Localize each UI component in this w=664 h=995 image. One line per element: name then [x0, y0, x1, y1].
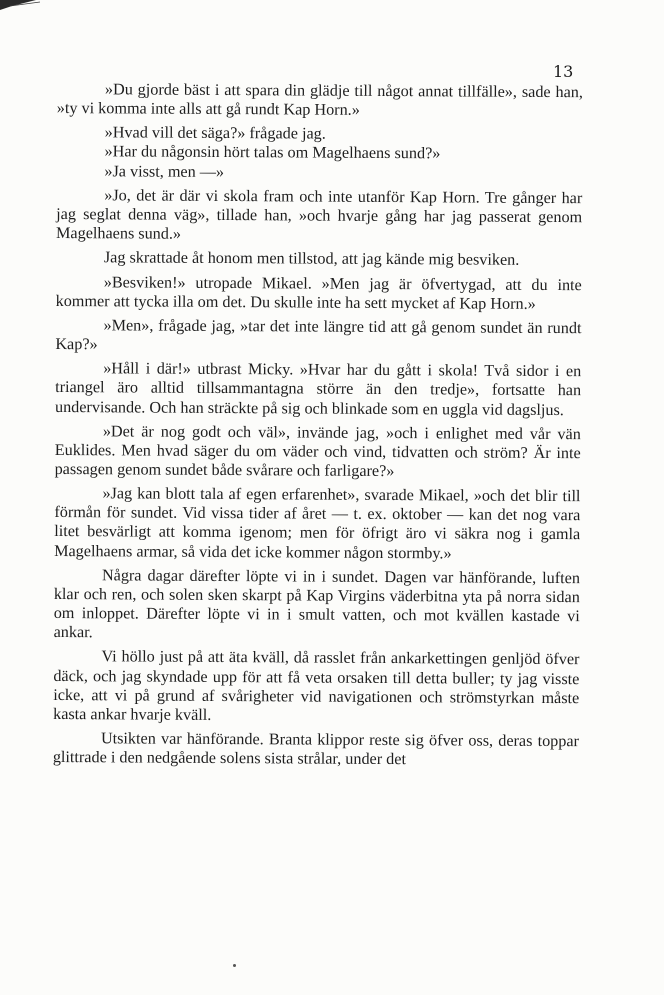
paragraph-12: Några dagar därefter löpte vi in i sundet. Dagen var hänförande, luften klar och ren, och solen sken skarpt på Kap Virgins väderbitna yta på norra sidan om inloppet. Därefter löpte vi in i smult vatten, och mot kvällen kastade vi ankar. — [53, 566, 581, 642]
paragraph-5: »Jo, det är där vi skola fram och inte utanför Kap Horn. Tre gånger har jag seglat denna väg», tillade han, »och hvarje gång har jag passerat genom Magelhaens sund.» — [56, 186, 583, 243]
footer-speck — [233, 964, 236, 967]
paragraph-11: »Jag kan blott tala af egen erfarenhet», svarade Mikael, »och det blir till förmån för sundet. Vid vissa tider af året — t. ex. oktober — kan det nog vara litet besvärligt att komma igenom; men för öfrigt äro vi säkra nog i gamla Magelhaens armar, så vida det icke kommer någon stormby.» — [54, 484, 581, 562]
paragraph-2: »Hvad vill det säga?» frågade jag. — [104, 123, 326, 144]
paragraph-1: »Du gjorde bäst i att spara din glädje till något annat tillfälle», sade han, »ty vi komma inte alls att gå rundt Kap Horn.» — [56, 80, 583, 119]
paragraph-4: »Ja visst, men —» — [104, 161, 225, 181]
paragraph-8: »Men», frågade jag, »tar det inte längre tid att gå genom sundet än rundt Kap?» — [55, 316, 582, 354]
paragraph-13: Vi höllo just på att äta kväll, då rasslet från ankarkettingen genljöd öfver däck, och jag skyndade upp för att få veta orsaken till detta buller; ty jag visste icke, att vi på grund af svårigheter vid navigationen och strömstyrkan måste kasta ankar hvarje kväll. — [53, 647, 580, 724]
scan-corner-mark — [0, 0, 60, 14]
page-number: 13 — [553, 62, 574, 81]
paragraph-14: Utsikten var hänförande. Branta klippor reste sig öfver oss, deras toppar glittrade i den nedgående solens sista strålar, under det — [52, 729, 580, 769]
paragraph-9: »Håll i där!» utbrast Micky. »Hvar har du gått i skola! Två sidor i en triangel äro alltid tillsammantagna större än den tredje», fortsatte han undervisande. Och han sträckte på sig och blinkade som en uggla vid dagsljus. — [54, 359, 582, 419]
paragraph-10: »Det är nog godt och väl», invände jag, »och i enlighet med vår vän Euklides. Men hvad säger du om väder och vind, tidvatten och ström? Är inte passagen genom sundet både svårare och farligare?» — [54, 422, 581, 481]
paragraph-7: »Besviken!» utropade Mikael. »Men jag är öfvertygad, att du inte kommer att tycka illa om det. Du skulle inte ha sett mycket af Kap Horn.» — [55, 272, 582, 313]
body-text — [53, 80, 583, 776]
paragraph-6: Jag skrattade åt honom men tillstod, att jag kände mig besviken. — [103, 248, 520, 270]
paragraph-3: »Har du någonsin hört talas om Magelhaens sund?» — [104, 142, 441, 163]
